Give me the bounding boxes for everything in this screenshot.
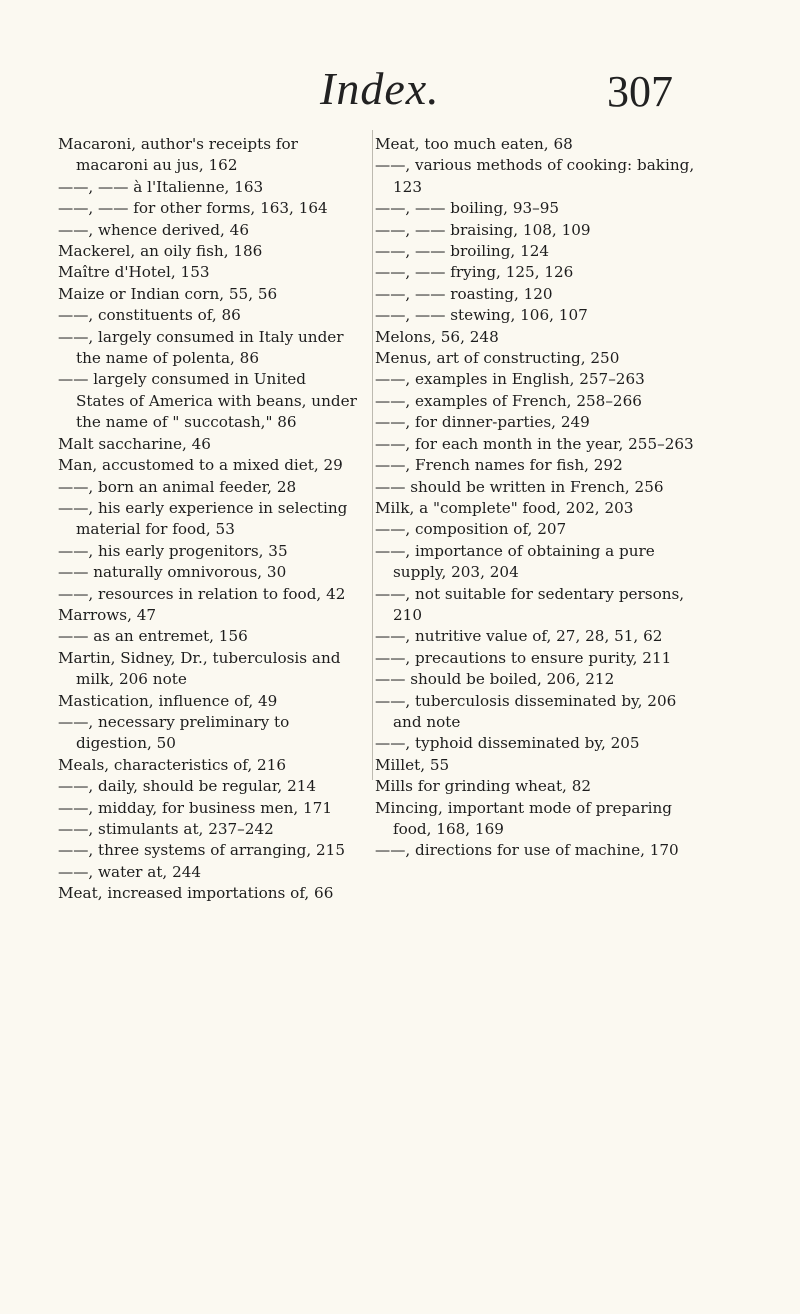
index-entry: Menus, art of constructing, 250 [375, 349, 620, 368]
index-entry: —— largely consumed in United States of America with beans, under the name of " succotash," 86 [58, 370, 357, 432]
index-entry: ——, precautions to ensure purity, 211 [375, 648, 672, 667]
index-entry: ——, —— roasting, 120 [375, 284, 553, 303]
index-entry: Marrows, 47 [58, 605, 157, 624]
index-entry: Meat, increased importations of, 66 [58, 884, 334, 903]
index-entry: —— should be written in French, 256 [375, 477, 664, 496]
index-entry: Melons, 56, 248 [375, 327, 499, 346]
index-entry: —— should be boiled, 206, 212 [375, 670, 615, 689]
index-entry: ——, —— braising, 108, 109 [375, 220, 591, 239]
page-number: 307 [607, 67, 673, 116]
index-entry: ——, directions for use of machine, 170 [375, 841, 679, 860]
index-entry: Maize or Indian corn, 55, 56 [58, 284, 278, 303]
index-entry: ——, necessary preliminary to digestion, 50 [58, 712, 290, 753]
index-entry: ——, three systems of arranging, 215 [58, 841, 345, 860]
left-index-column [58, 134, 358, 905]
index-entry: ——, —— for other forms, 163, 164 [58, 199, 328, 218]
index-entry: ——, whence derived, 46 [58, 220, 250, 239]
index-entry: ——, —— broiling, 124 [375, 242, 550, 261]
column-divider [372, 130, 373, 780]
index-entry: Macaroni, author's receipts for macaroni au jus, 162 [58, 135, 298, 175]
index-entry: ——, constituents of, 86 [58, 306, 241, 325]
index-entry: ——, importance of obtaining a pure supply, 203, 204 [375, 541, 655, 582]
index-entry: ——, nutritive value of, 27, 28, 51, 62 [375, 627, 663, 646]
index-entry: ——, —— boiling, 93–95 [375, 199, 560, 218]
index-entry: ——, water at, 244 [58, 862, 202, 881]
index-entry: ——, his early progenitors, 35 [58, 541, 288, 560]
index-entry: ——, —— stewing, 106, 107 [375, 306, 588, 325]
index-entry: ——, for each month in the year, 255–263 [375, 434, 694, 453]
index-entry: Millet, 55 [375, 755, 450, 774]
index-entry: ——, composition of, 207 [375, 520, 567, 539]
index-entry: Meals, characteristics of, 216 [58, 755, 287, 774]
index-entry: Mackerel, an oily fish, 186 [58, 242, 263, 261]
index-entry: ——, not suitable for sedentary persons, 210 [375, 584, 685, 624]
index-entry: ——, stimulants at, 237–242 [58, 820, 274, 838]
index-entry: ——, tuberculosis disseminated by, 206 and note [375, 691, 677, 731]
index-entry: Mills for grinding wheat, 82 [375, 777, 592, 796]
index-entry: Martin, Sidney, Dr., tuberculosis and milk, 206 note [58, 648, 341, 689]
right-index-column [375, 134, 705, 862]
index-entry: Man, accustomed to a mixed diet, 29 [58, 456, 343, 475]
index-entry: Milk, a "complete" food, 202, 203 [375, 498, 634, 517]
index-entry: —— naturally omnivorous, 30 [58, 563, 287, 582]
index-entry: ——, midday, for business men, 171 [58, 798, 333, 817]
index-entry: ——, born an animal feeder, 28 [58, 477, 297, 496]
index-entry: ——, French names for fish, 292 [375, 456, 623, 475]
index-entry: ——, —— frying, 125, 126 [375, 263, 574, 282]
index-entry: ——, for dinner-parties, 249 [375, 413, 590, 432]
index-entry: ——, —— à l'Italienne, 163 [58, 177, 264, 196]
index-entry: —— as an entremet, 156 [58, 627, 248, 646]
index-entry: Malt saccharine, 46 [58, 434, 211, 453]
index-entry: ——, typhoid disseminated by, 205 [375, 734, 640, 753]
index-entry: ——, examples of French, 258–266 [375, 391, 642, 410]
index-entry: Meat, too much eaten, 68 [375, 135, 573, 153]
index-entry: Mastication, influence of, 49 [58, 691, 278, 710]
index-entry: ——, largely consumed in Italy under the name of polenta, 86 [58, 327, 344, 368]
index-entry: Mincing, important mode of preparing food, 168, 169 [375, 798, 673, 838]
index-entry: Maître d'Hotel, 153 [58, 263, 210, 282]
index-entry: ——, his early experience in selecting material for food, 53 [58, 498, 348, 539]
index-entry: ——, examples in English, 257–263 [375, 370, 645, 389]
index-entry: ——, various methods of cooking: baking, 123 [375, 156, 695, 196]
index-entry: ——, resources in relation to food, 42 [58, 584, 346, 603]
running-title: Index. [320, 63, 440, 114]
index-entry: ——, daily, should be regular, 214 [58, 777, 317, 796]
